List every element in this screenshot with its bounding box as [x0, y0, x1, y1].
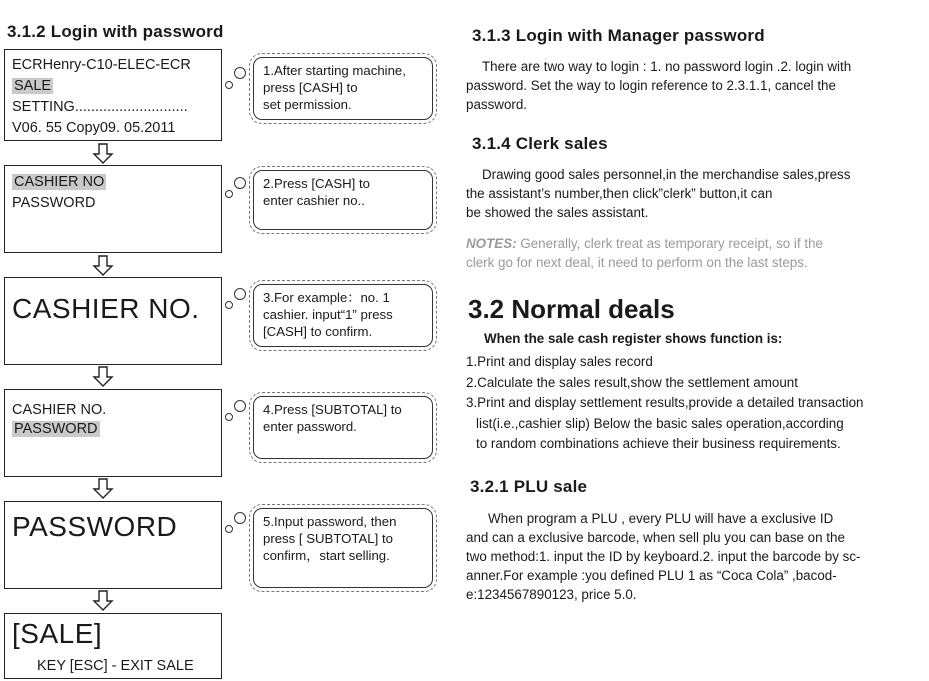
notes-label: NOTES:: [466, 236, 517, 251]
text-line: clerk go for next deal, it need to perform on the last steps.: [466, 255, 808, 270]
lcd-line: ECRHenry-C10-ELEC-ECR: [12, 57, 191, 73]
thought-bubble: [234, 288, 246, 300]
section-heading-3-1-2: 3.1.2 Login with password: [7, 22, 224, 41]
instruction-note-1: 1.After starting machine, press [CASH] to set permission.: [253, 57, 433, 120]
lcd-line-large: CASHIER NO.: [12, 293, 200, 324]
paragraph-plu-sale: [466, 509, 861, 604]
thought-bubble: [234, 512, 246, 524]
thought-bubble: [234, 67, 246, 79]
instruction-note-3: 3.For example：no. 1 cashier. input“1” press [CASH] to confirm.: [253, 284, 433, 347]
lcd-screen-password-select: [4, 389, 222, 477]
thought-bubble: [234, 400, 246, 412]
instruction-note-2: 2.Press [CASH] to enter cashier no..: [253, 170, 433, 230]
lcd-line-large: [SALE]: [12, 618, 103, 649]
down-arrow-icon: [92, 478, 114, 500]
lcd-line: PASSWORD: [12, 195, 96, 211]
thought-bubble-small: [225, 81, 233, 89]
lcd-line: V06. 55 Copy09. 05.2011: [12, 120, 176, 136]
lcd-screen-cashier-no: [4, 277, 222, 365]
lcd-line: KEY [ESC] - EXIT SALE: [37, 658, 194, 674]
lcd-line-highlighted: PASSWORD: [14, 421, 98, 437]
thought-bubble-small: [225, 413, 233, 421]
text-line: password.: [466, 97, 528, 112]
list-item: 2.Calculate the sales result,show the settlement amount: [466, 374, 798, 390]
text-line: There are two way to login : 1. no password login .2. login with: [482, 59, 852, 74]
lcd-screen-cashier-select: [4, 165, 222, 253]
text-line: the assistant’s number,then click”clerk” button,it can: [466, 186, 773, 201]
text-line: e:1234567890123, price 5.0.: [466, 587, 637, 602]
lcd-line-highlighted: CASHIER NO: [14, 174, 105, 190]
down-arrow-icon: [92, 255, 114, 277]
lcd-line: SETTING............................: [12, 99, 188, 115]
paragraph-manager-password: [466, 57, 851, 114]
section-heading-3-2: 3.2 Normal deals: [468, 294, 675, 324]
lcd-screen-startup: [4, 49, 222, 141]
text-line: be showed the sales assistant.: [466, 205, 649, 220]
down-arrow-icon: [92, 590, 114, 612]
function-list: [466, 352, 863, 455]
thought-bubble-small: [225, 301, 233, 309]
section-heading-3-1-4: 3.1.4 Clerk sales: [472, 134, 608, 153]
lcd-line: CASHIER NO.: [12, 402, 107, 418]
thought-bubble: [234, 177, 246, 189]
thought-bubble-small: [225, 525, 233, 533]
text-line: anner.For example :you defined PLU 1 as “Coca Cola” ,bacod-: [466, 568, 837, 583]
lcd-screen-sale: [4, 613, 222, 679]
section-heading-3-1-3: 3.1.3 Login with Manager password: [472, 26, 765, 45]
text-line: When program a PLU , every PLU will have a exclusive ID: [488, 511, 834, 526]
down-arrow-icon: [92, 366, 114, 388]
thought-bubble-small: [225, 190, 233, 198]
list-item: 1.Print and display sales record: [466, 354, 653, 369]
text-line: Drawing good sales personnel,in the merchandise sales,press: [482, 167, 851, 182]
instruction-note-4: 4.Press [SUBTOTAL] to enter password.: [253, 396, 433, 459]
text-line: Generally, clerk treat as temporary receipt, so if the: [516, 236, 823, 251]
down-arrow-icon: [92, 143, 114, 165]
subheading-functions: When the sale cash register shows function is:: [484, 331, 783, 346]
notes-block: [466, 234, 823, 272]
lcd-line-large: PASSWORD: [12, 511, 178, 542]
list-item-continued: to random combinations achieve their business requirements.: [476, 436, 841, 451]
list-item-continued: list(i.e.,cashier slip) Below the basic sales operation,according: [476, 415, 844, 431]
text-line: two method:1. input the ID by keyboard.2. input the barcode by sc-: [466, 549, 861, 564]
section-heading-3-2-1: 3.2.1 PLU sale: [470, 477, 588, 496]
text-line: password. Set the way to login reference to 2.3.1.1, cancel the: [466, 78, 836, 93]
paragraph-clerk-sales: [466, 165, 850, 222]
lcd-screen-password: [4, 501, 222, 589]
instruction-note-5: 5.Input password, then press [ SUBTOTAL] to confirm，start selling.: [253, 508, 433, 588]
lcd-line-highlighted: SALE: [14, 78, 52, 94]
list-item: 3.Print and display settlement results,provide a detailed transaction: [466, 395, 864, 410]
text-line: and can a exclusive barcode, when sell plu you can base on the: [466, 530, 845, 545]
